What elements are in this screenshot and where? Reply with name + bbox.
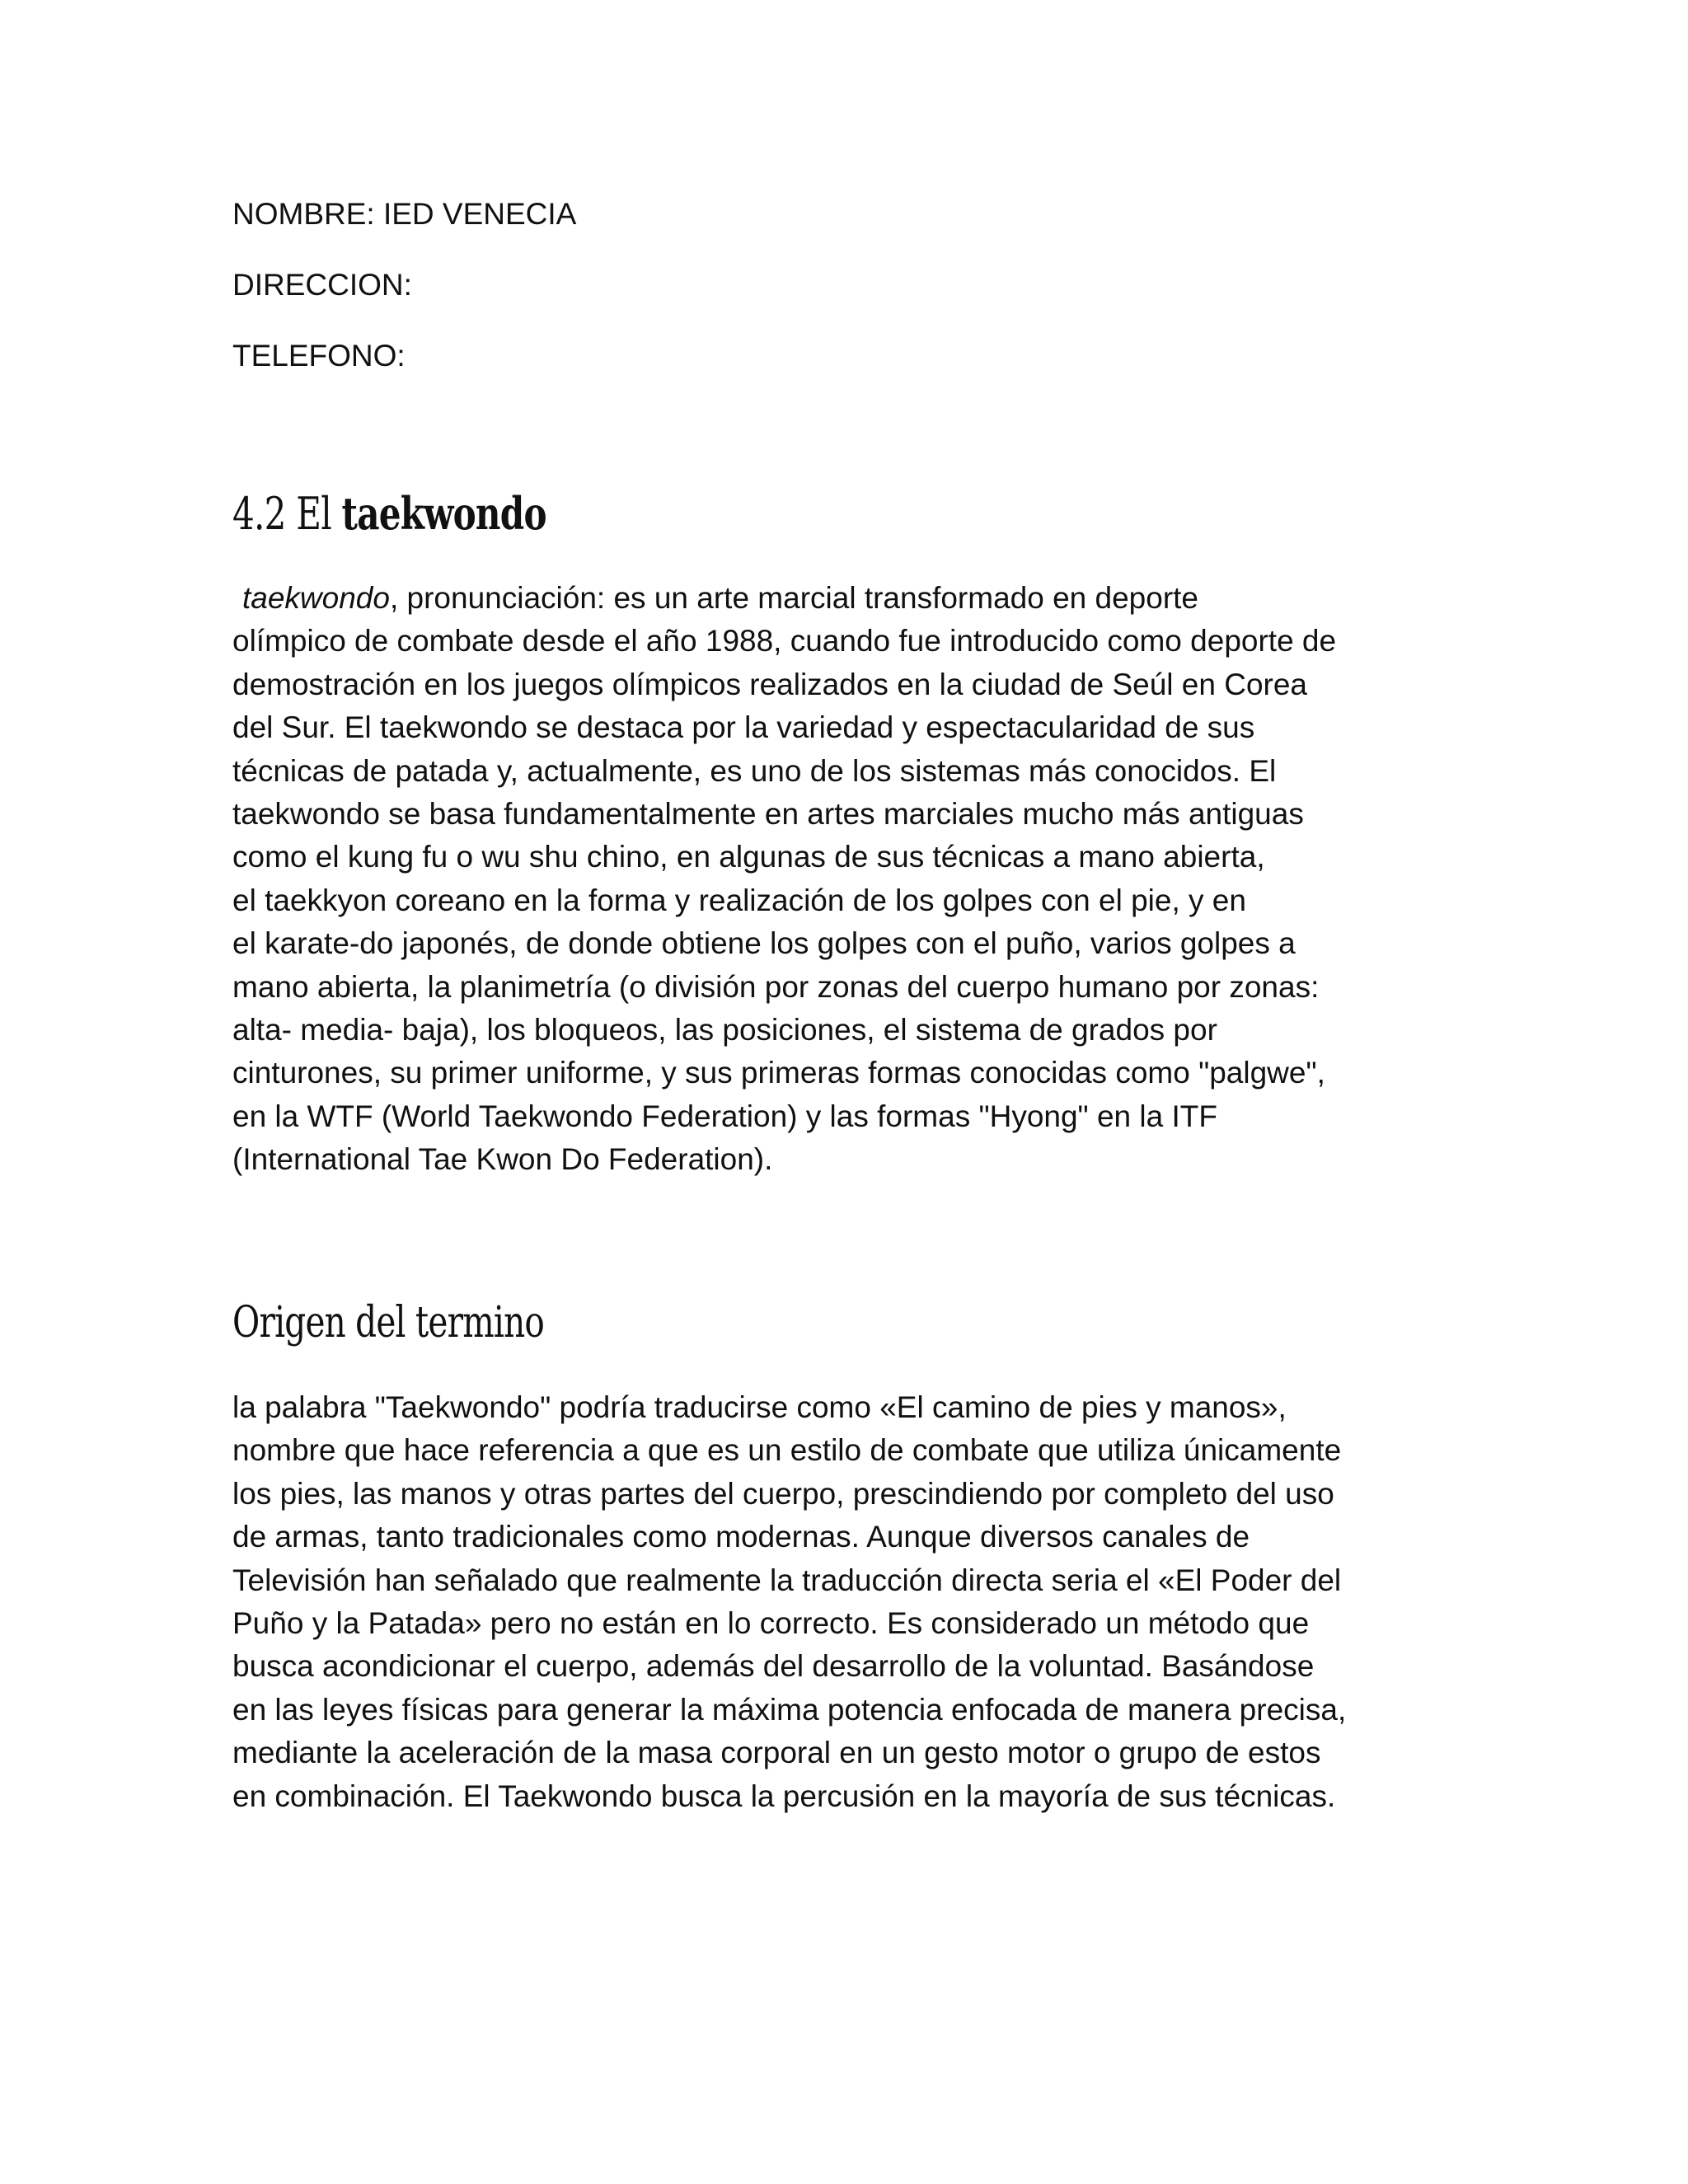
paragraph-line: la palabra "Taekwondo" podría traducirse como «El camino de pies y manos», (232, 1390, 1287, 1424)
paragraph-line: como el kung fu o wu shu chino, en algunas de sus técnicas a mano abierta, (232, 840, 1265, 874)
field-direccion: DIRECCION: (232, 268, 412, 302)
section-2-heading: Origen del termino (232, 1298, 545, 1347)
section-1-heading (232, 485, 546, 543)
paragraph-line: busca acondicionar el cuerpo, además del desarrollo de la voluntad. Basándose (232, 1649, 1315, 1684)
paragraph-line: Televisión han señalado que realmente la traducción directa seria el «El Poder del (232, 1563, 1342, 1597)
paragraph-line: de armas, tanto tradicionales como modernas. Aunque diversos canales de (232, 1520, 1250, 1554)
paragraph-line: del Sur. El taekwondo se destaca por la variedad y espectacularidad de sus (232, 710, 1255, 745)
paragraph-line: en la WTF (World Taekwondo Federation) y las formas "Hyong" en la ITF (232, 1099, 1217, 1133)
section-1-heading-strong: taekwondo (341, 487, 546, 540)
paragraph-line: alta- media- baja), los bloqueos, las posiciones, el sistema de grados por (232, 1013, 1217, 1047)
paragraph-line: cinturones, su primer uniforme, y sus primeras formas conocidas como "palgwe", (232, 1056, 1325, 1090)
lead-term: taekwondo (242, 581, 390, 615)
paragraph-line: mano abierta, la planimetría (o división por zonas del cuerpo humano por zonas: (232, 969, 1320, 1004)
paragraph-line: nombre que hace referencia a que es un estilo de combate que utiliza únicamente (232, 1433, 1342, 1468)
paragraph-line: los pies, las manos y otras partes del cuerpo, prescindiendo por completo del uso (232, 1476, 1334, 1511)
paragraph-line: olímpico de combate desde el año 1988, cuando fue introducido como deporte de (232, 624, 1337, 658)
section-2-paragraph (232, 1386, 1452, 1818)
paragraph-line: demostración en los juegos olímpicos realizados en la ciudad de Seúl en Corea (232, 667, 1307, 701)
paragraph-line: taekwondo, pronunciación: es un arte marcial transformado en deporte (242, 581, 1199, 615)
section-1-paragraph (232, 577, 1452, 1182)
paragraph-line: taekwondo se basa fundamentalmente en artes marciales mucho más antiguas (232, 797, 1304, 832)
field-nombre: NOMBRE: IED VENECIA (232, 197, 577, 231)
paragraph-line: en las leyes físicas para generar la máxima potencia enfocada de manera precisa, (232, 1692, 1347, 1727)
field-telefono: TELEFONO: (232, 339, 406, 373)
document-page (232, 0, 1469, 2184)
paragraph-line: mediante la aceleración de la masa corporal en un gesto motor o grupo de estos (232, 1736, 1321, 1770)
paragraph-line: el taekkyon coreano en la forma y realización de los golpes con el pie, y en (232, 883, 1246, 917)
paragraph-line: el karate-do japonés, de donde obtiene los golpes con el puño, varios golpes a (232, 926, 1296, 961)
paragraph-line: técnicas de patada y, actualmente, es uno de los sistemas más conocidos. El (232, 753, 1277, 788)
paragraph-line: (International Tae Kwon Do Federation). (232, 1142, 773, 1177)
section-1-heading-prefix: 4.2 El (232, 488, 342, 540)
paragraph-line: Puño y la Patada» pero no están en lo correcto. Es considerado un método que (232, 1606, 1310, 1641)
paragraph-line: en combinación. El Taekwondo busca la percusión en la mayoría de sus técnicas. (232, 1779, 1336, 1813)
